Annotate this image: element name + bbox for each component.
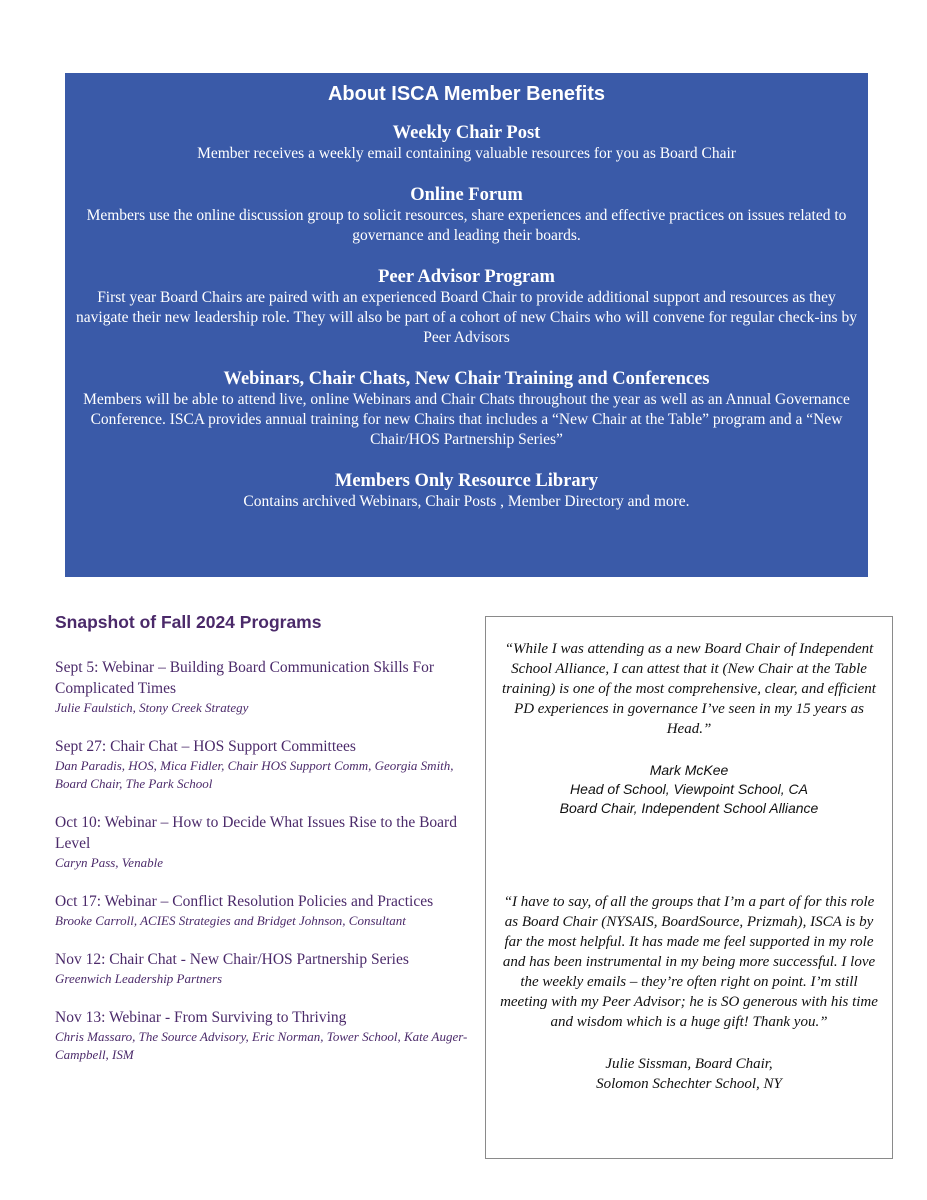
program-title: Nov 13: Webinar - From Surviving to Thriving [55, 1009, 347, 1026]
benefit-resource-library [75, 470, 858, 512]
program-title: Nov 12: Chair Chat - New Chair/HOS Partnership Series [55, 951, 409, 968]
program-title: Oct 17: Webinar – Conflict Resolution Policies and Practices [55, 893, 434, 910]
program-title: Sept 5: Webinar – Building Board Communication Skills For Complicated Times [55, 659, 435, 697]
benefit-title: Members Only Resource Library [334, 471, 599, 491]
testimonial-attribution [500, 761, 878, 818]
program-speakers: Caryn Pass, Venable [55, 855, 163, 870]
benefit-title: Weekly Chair Post [392, 123, 541, 143]
program-speakers: Brooke Carroll, ACIES Strategies and Bridget Johnson, Consultant [55, 913, 406, 928]
benefit-weekly-chair-post [75, 122, 858, 164]
benefit-description: Member receives a weekly email containing valuable resources for you as Board Chair [197, 145, 736, 162]
member-benefits-panel [65, 73, 868, 577]
testimonials-box [485, 616, 893, 1159]
attribution-name: Mark McKee [649, 762, 729, 778]
program-item [55, 657, 485, 717]
benefit-online-forum [75, 184, 858, 246]
attribution-role: Head of School, Viewpoint School, CA [570, 781, 808, 797]
benefit-title: Webinars, Chair Chats, New Chair Training and Conferences [223, 369, 710, 389]
program-item [55, 812, 485, 872]
attribution-name: Julie Sissman, Board Chair, [605, 1056, 773, 1072]
program-speakers: Chris Massaro, The Source Advisory, Eric Norman, Tower School, Kate Auger-Campbell, ISM [55, 1029, 468, 1062]
programs-heading: Snapshot of Fall 2024 Programs [55, 612, 322, 632]
program-item [55, 1007, 485, 1064]
program-item [55, 736, 485, 793]
benefits-heading: About ISCA Member Benefits [327, 83, 606, 105]
testimonial-attribution [500, 1054, 878, 1094]
benefit-title: Peer Advisor Program [378, 267, 555, 287]
program-item [55, 949, 485, 988]
benefit-description: Members use the online discussion group to solicit resources, share experiences and effective practices on issues related to governance and leading their boards. [86, 207, 847, 244]
attribution-role: Solomon Schechter School, NY [596, 1076, 782, 1092]
fall-programs-list [55, 612, 485, 1083]
benefit-webinars [75, 368, 858, 450]
benefit-title: Online Forum [410, 185, 523, 205]
program-speakers: Greenwich Leadership Partners [55, 971, 223, 986]
program-item [55, 891, 485, 930]
program-title: Sept 27: Chair Chat – HOS Support Committees [55, 738, 356, 755]
program-title: Oct 10: Webinar – How to Decide What Issues Rise to the Board Level [55, 814, 457, 852]
benefit-description: Members will be able to attend live, online Webinars and Chair Chats throughout the year as well as an Annual Governance Conference. ISCA provides annual training for new Chairs that includes a “New Chair at the Table” program and a “New Chair/HOS Partnership Series” [83, 391, 850, 448]
benefit-description: First year Board Chairs are paired with an experienced Board Chair to provide additional support and resources as they navigate their new leadership role. They will also be part of a cohort of new Chairs who will convene for regular check-ins by Peer Advisors [76, 289, 857, 346]
benefit-peer-advisor [75, 266, 858, 348]
testimonial-quote: “I have to say, of all the groups that I’m a part of for this role as Board Chair (NYSAIS, BoardSource, Prizmah), ISCA is by far the most helpful. It has made me feel supported in my role and has been instrumental in my being more successful. I love the weekly emails – they’re often right on point. I’m still meeting with my Peer Advisor; he is SO generous with his time and wisdom which is a huge gift! Thank you.” [500, 894, 878, 1030]
program-speakers: Julie Faulstich, Stony Creek Strategy [55, 700, 249, 715]
program-speakers: Dan Paradis, HOS, Mica Fidler, Chair HOS Support Comm, Georgia Smith, Board Chair, The Park School [55, 758, 454, 791]
attribution-role: Board Chair, Independent School Alliance [559, 800, 819, 816]
benefit-description: Contains archived Webinars, Chair Posts , Member Directory and more. [243, 493, 690, 510]
testimonial-quote: “While I was attending as a new Board Chair of Independent School Alliance, I can attest that it (New Chair at the Table training) is one of the most comprehensive, clear, and efficient PD experiences in governance I’ve seen in my 15 years as Head.” [502, 641, 876, 737]
